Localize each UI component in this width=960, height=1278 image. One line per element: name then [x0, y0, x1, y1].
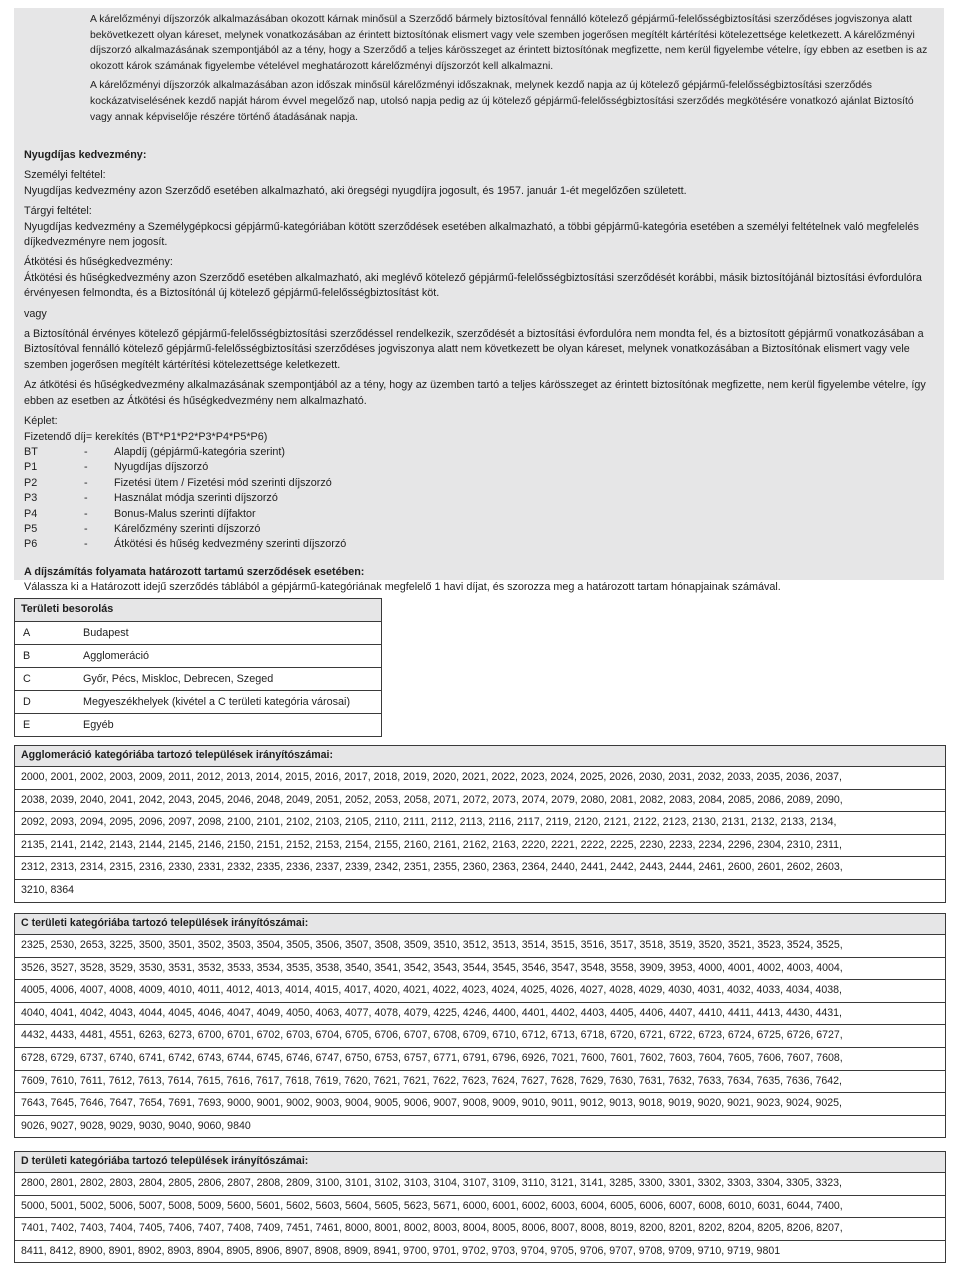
zip-line: 2312, 2313, 2314, 2315, 2316, 2330, 2331, 2332, 2335, 2336, 2337, 2339, 2342, 2351, 2355, 2360, 2363, 2364, 2440, 2441, 2442, 2443, 2444, 2461, 2600, 2601, 2602, 2603, [15, 857, 945, 880]
zip-line: 2325, 2530, 2653, 3225, 3500, 3501, 3502, 3503, 3504, 3505, 3506, 3507, 3508, 3509, 3510, 3512, 3513, 3514, 3515, 3516, 3517, 3518, 3519, 3520, 3521, 3523, 3524, 3525, [15, 935, 945, 958]
atkotesi-text: Átkötési és hűségkedvezmény azon Szerződő esetében alkalmazható, aki meglévő kötelező gépjármű-felelősségbiztosítási szerződését korábbi, másik biztosítójánál biztosítási évfordulóra érvényesen felmondta, és a Biztosítónál új kötelező gépjármű-felelősségbiztosítást köt. [24, 271, 922, 300]
agglomeracio-title: Agglomeráció kategóriába tartozó települések irányítószámai: [15, 746, 945, 767]
zip-line: 9026, 9027, 9028, 9029, 9030, 9040, 9060, 9840 [21, 1119, 251, 1132]
zip-line: 8411, 8412, 8900, 8901, 8902, 8903, 8904, 8905, 8906, 8907, 8908, 8909, 8941, 9700, 9701, 9702, 9703, 9704, 9705, 9706, 9707, 9708, 9709, 9710, 9719, 9801 [21, 1244, 781, 1257]
zip-line: 2800, 2801, 2802, 2803, 2804, 2805, 2806, 2807, 2808, 2809, 3100, 3101, 3102, 3103, 3104, 3107, 3109, 3110, 3121, 3141, 3285, 3300, 3301, 3302, 3303, 3304, 3305, 3323, [15, 1173, 945, 1196]
targyi-text: Nyugdíjas kedvezmény a Személygépkocsi gépjármű-kategóriában kötött szerződések esetében alkalmazható, a többi gépjármű-kategória esetében a személyi feltételnek való megfelelés díjkedvezményre nem jogosít. [24, 220, 919, 249]
formula-row: P5 - Kárelőzmény szerinti díjszorzó [24, 522, 261, 535]
atkotesi-text-2: a Biztosítónál érvényes kötelező gépjármű-felelősségbiztosítási szerződéssel rendelkezik, szerződését a biztosítási évfordulóra nem mondta fel, és a biztosított gépjármű vonatkozásában a Biztosítóval fennálló kötelező gépjármű-felelősségbiztosítási szerződéses jogviszonya alatt nem következett be olyan káreset, melynek vonatkozásában a Biztosítónak elismert vagy vele szemben jogerősen megítélt kártérítési kötelezettsége keletkezett. [24, 328, 924, 371]
zip-line: 4432, 4433, 4481, 4551, 6263, 6273, 6700, 6701, 6702, 6703, 6704, 6705, 6706, 6707, 6708, 6709, 6710, 6712, 6713, 6718, 6720, 6721, 6722, 6723, 6724, 6725, 6726, 6727, [15, 1025, 945, 1048]
formula-row: P2 - Fizetési ütem / Fizetési mód szerinti díjszorzó [24, 476, 332, 489]
zip-line: 4040, 4041, 4042, 4043, 4044, 4045, 4046, 4047, 4049, 4050, 4063, 4077, 4078, 4079, 4225, 4246, 4400, 4401, 4402, 4403, 4405, 4406, 4407, 4410, 4411, 4413, 4430, 4431, [15, 1003, 945, 1026]
intro-paragraph-2: A kárelőzményi díjszorzók alkalmazásában azon időszak minősül kárelőzményi időszaknak, melynek kezdő napja az új kötelező gépjármű-felelősségbiztosítási szerződés kockázatviselésének kezdő napját három évvel megelőző nap, utolsó napja pedig az új kötelező gépjármű-felelősségbiztosítási szerződés megkötésére vonatkozó ajánlat Biztosító vagy annak képviselője részére történő átadásának napja. [90, 80, 914, 123]
hatarozott-text: Válassza ki a Határozott idejű szerződés táblából a gépjármű-kategóriának megfelelő 1 havi díjat, és szorozza meg a határozott tartam hónapjainak számával. [24, 581, 781, 594]
atkotesi-label: Átkötési és hűségkedvezmény: [24, 256, 173, 269]
zip-line: 2135, 2141, 2142, 2143, 2144, 2145, 2146, 2150, 2151, 2152, 2153, 2154, 2155, 2160, 2161, 2162, 2163, 2220, 2221, 2222, 2225, 2230, 2233, 2234, 2296, 2304, 2310, 2311, [15, 835, 945, 858]
zip-line: 3526, 3527, 3528, 3529, 3530, 3531, 3532, 3533, 3534, 3535, 3538, 3540, 3541, 3542, 3543, 3544, 3545, 3546, 3547, 3548, 3558, 3909, 3953, 4000, 4001, 4002, 4003, 4004, [15, 958, 945, 981]
agglomeracio-table [14, 745, 946, 903]
szemelyi-label: Személyi feltétel: [24, 169, 106, 182]
szemelyi-text: Nyugdíjas kedvezmény azon Szerződő esetében alkalmazható, aki öregségi nyugdíjra jogosult, és 1957. január 1-ét megelőzően született. [24, 184, 687, 197]
terulet-table [14, 598, 382, 737]
formula-row: P4 - Bonus-Malus szerinti díjfaktor [24, 507, 256, 520]
zip-line: 6728, 6729, 6737, 6740, 6741, 6742, 6743, 6744, 6745, 6746, 6747, 6750, 6753, 6757, 6771, 6791, 6796, 6926, 7021, 7600, 7601, 7602, 7603, 7604, 7605, 7606, 7607, 7608, [15, 1048, 945, 1071]
formula-row: P1 - Nyugdíjas díjszorzó [24, 461, 209, 474]
zip-line: 3210, 8364 [21, 883, 75, 896]
fizetendo-formula: Fizetendő díj= kerekítés (BT*P1*P2*P3*P4*P5*P6) [24, 430, 268, 443]
nyugdij-title: Nyugdíjas kedvezmény: [24, 149, 147, 161]
vagy-text: vagy [24, 307, 47, 320]
table-row: C Győr, Pécs, Miskloc, Debrecen, Szeged [15, 668, 381, 691]
targyi-label: Tárgyi feltétel: [24, 205, 92, 218]
formula-row: BT - Alapdíj (gépjármű-kategória szerint) [24, 445, 286, 458]
zip-line: 2038, 2039, 2040, 2041, 2042, 2043, 2045, 2046, 2048, 2049, 2051, 2052, 2053, 2058, 2071, 2072, 2073, 2074, 2079, 2080, 2081, 2082, 2083, 2084, 2085, 2086, 2089, 2090, [15, 790, 945, 813]
d-terulet-table [14, 1151, 946, 1263]
table-row: D Megyeszékhelyek (kivétel a C területi kategória városai) [15, 691, 381, 714]
karelozmeny-block [90, 12, 935, 129]
zip-line: 2000, 2001, 2002, 2003, 2009, 2011, 2012, 2013, 2014, 2015, 2016, 2017, 2018, 2019, 2020, 2021, 2022, 2023, 2024, 2025, 2026, 2030, 2031, 2032, 2033, 2035, 2036, 2037, [15, 767, 945, 790]
discount-section [24, 148, 936, 596]
intro-paragraph-1: A kárelőzményi díjszorzók alkalmazásában okozott kárnak minősül a Szerződő bármely biztosítóval fennálló kötelező gépjármű-felelősségbiztosítási szerződéses jogviszonya alatt bekövetkezett olyan káreset, melynek vonatkozásában az érintett biztosítónak elismert vagy vele szemben jogerősen megítélt kártérítési kötelezettsége keletkezett. A kárelőzményi díjszorzó alkalmazásának szempontjából az a tény, hogy a Szerződő a teljes kárösszeget az érintett biztosítónak megfizette, nem kerül figyelembe vételre, így ebben az esetben is az okozott károk számának figyelembe vételével meghatározott kárelőzményi díjszorzót kell alkalmazni. [90, 14, 928, 72]
zip-line: 5000, 5001, 5002, 5006, 5007, 5008, 5009, 5600, 5601, 5602, 5603, 5604, 5605, 5623, 5671, 6000, 6001, 6002, 6003, 6004, 6005, 6006, 6007, 6008, 6010, 6031, 6044, 7400, [15, 1196, 945, 1219]
formula-list [24, 445, 936, 553]
zip-line: 4005, 4006, 4007, 4008, 4009, 4010, 4011, 4012, 4013, 4014, 4015, 4017, 4020, 4021, 4022, 4023, 4024, 4025, 4026, 4027, 4028, 4029, 4030, 4031, 4032, 4033, 4034, 4038, [15, 980, 945, 1003]
d-terulet-title: D területi kategóriába tartozó települések irányítószámai: [15, 1152, 945, 1173]
formula-row: P3 - Használat módja szerinti díjszorzó [24, 492, 278, 505]
terulet-title: Területi besorolás [15, 599, 381, 622]
hatarozott-title: A díjszámítás folyamata határozott tartamú szerződések esetében: [24, 565, 365, 578]
table-row: A Budapest [15, 622, 381, 645]
keplet-label: Képlet: [24, 415, 58, 428]
zip-line: 2092, 2093, 2094, 2095, 2096, 2097, 2098, 2100, 2101, 2102, 2103, 2105, 2110, 2111, 2112, 2113, 2116, 2117, 2119, 2120, 2121, 2122, 2123, 2130, 2131, 2132, 2133, 2134, [15, 812, 945, 835]
c-terulet-table [14, 913, 946, 1138]
formula-row: P6 - Átkötési és hűség kedvezmény szerinti díjszorzó [24, 538, 347, 551]
zip-line: 7643, 7645, 7646, 7647, 7654, 7691, 7693, 9000, 9001, 9002, 9003, 9004, 9005, 9006, 9007, 9008, 9009, 9010, 9011, 9012, 9013, 9018, 9019, 9020, 9021, 9023, 9024, 9025, [15, 1093, 945, 1116]
atkotesi-text-3: Az átkötési és hűségkedvezmény alkalmazásának szempontjából az a tény, hogy az üzemben tartó a teljes kárösszeget az érintett biztosítónak megfizette, nem kerül figyelembe vételre, így ebben az esetben az Átkötési és hűségkedvezmény nem alkalmazható. [24, 379, 926, 407]
zip-line: 7401, 7402, 7403, 7404, 7405, 7406, 7407, 7408, 7409, 7451, 7461, 8000, 8001, 8002, 8003, 8004, 8005, 8006, 8007, 8008, 8019, 8200, 8201, 8202, 8204, 8205, 8206, 8207, [15, 1218, 945, 1241]
table-row: E Egyéb [23, 719, 114, 731]
c-terulet-title: C területi kategóriába tartozó települések irányítószámai: [15, 914, 945, 935]
zip-line: 7609, 7610, 7611, 7612, 7613, 7614, 7615, 7616, 7617, 7618, 7619, 7620, 7621, 7621, 7622, 7623, 7624, 7627, 7628, 7629, 7630, 7631, 7632, 7633, 7634, 7635, 7636, 7642, [15, 1071, 945, 1094]
table-row: B Agglomeráció [15, 645, 381, 668]
